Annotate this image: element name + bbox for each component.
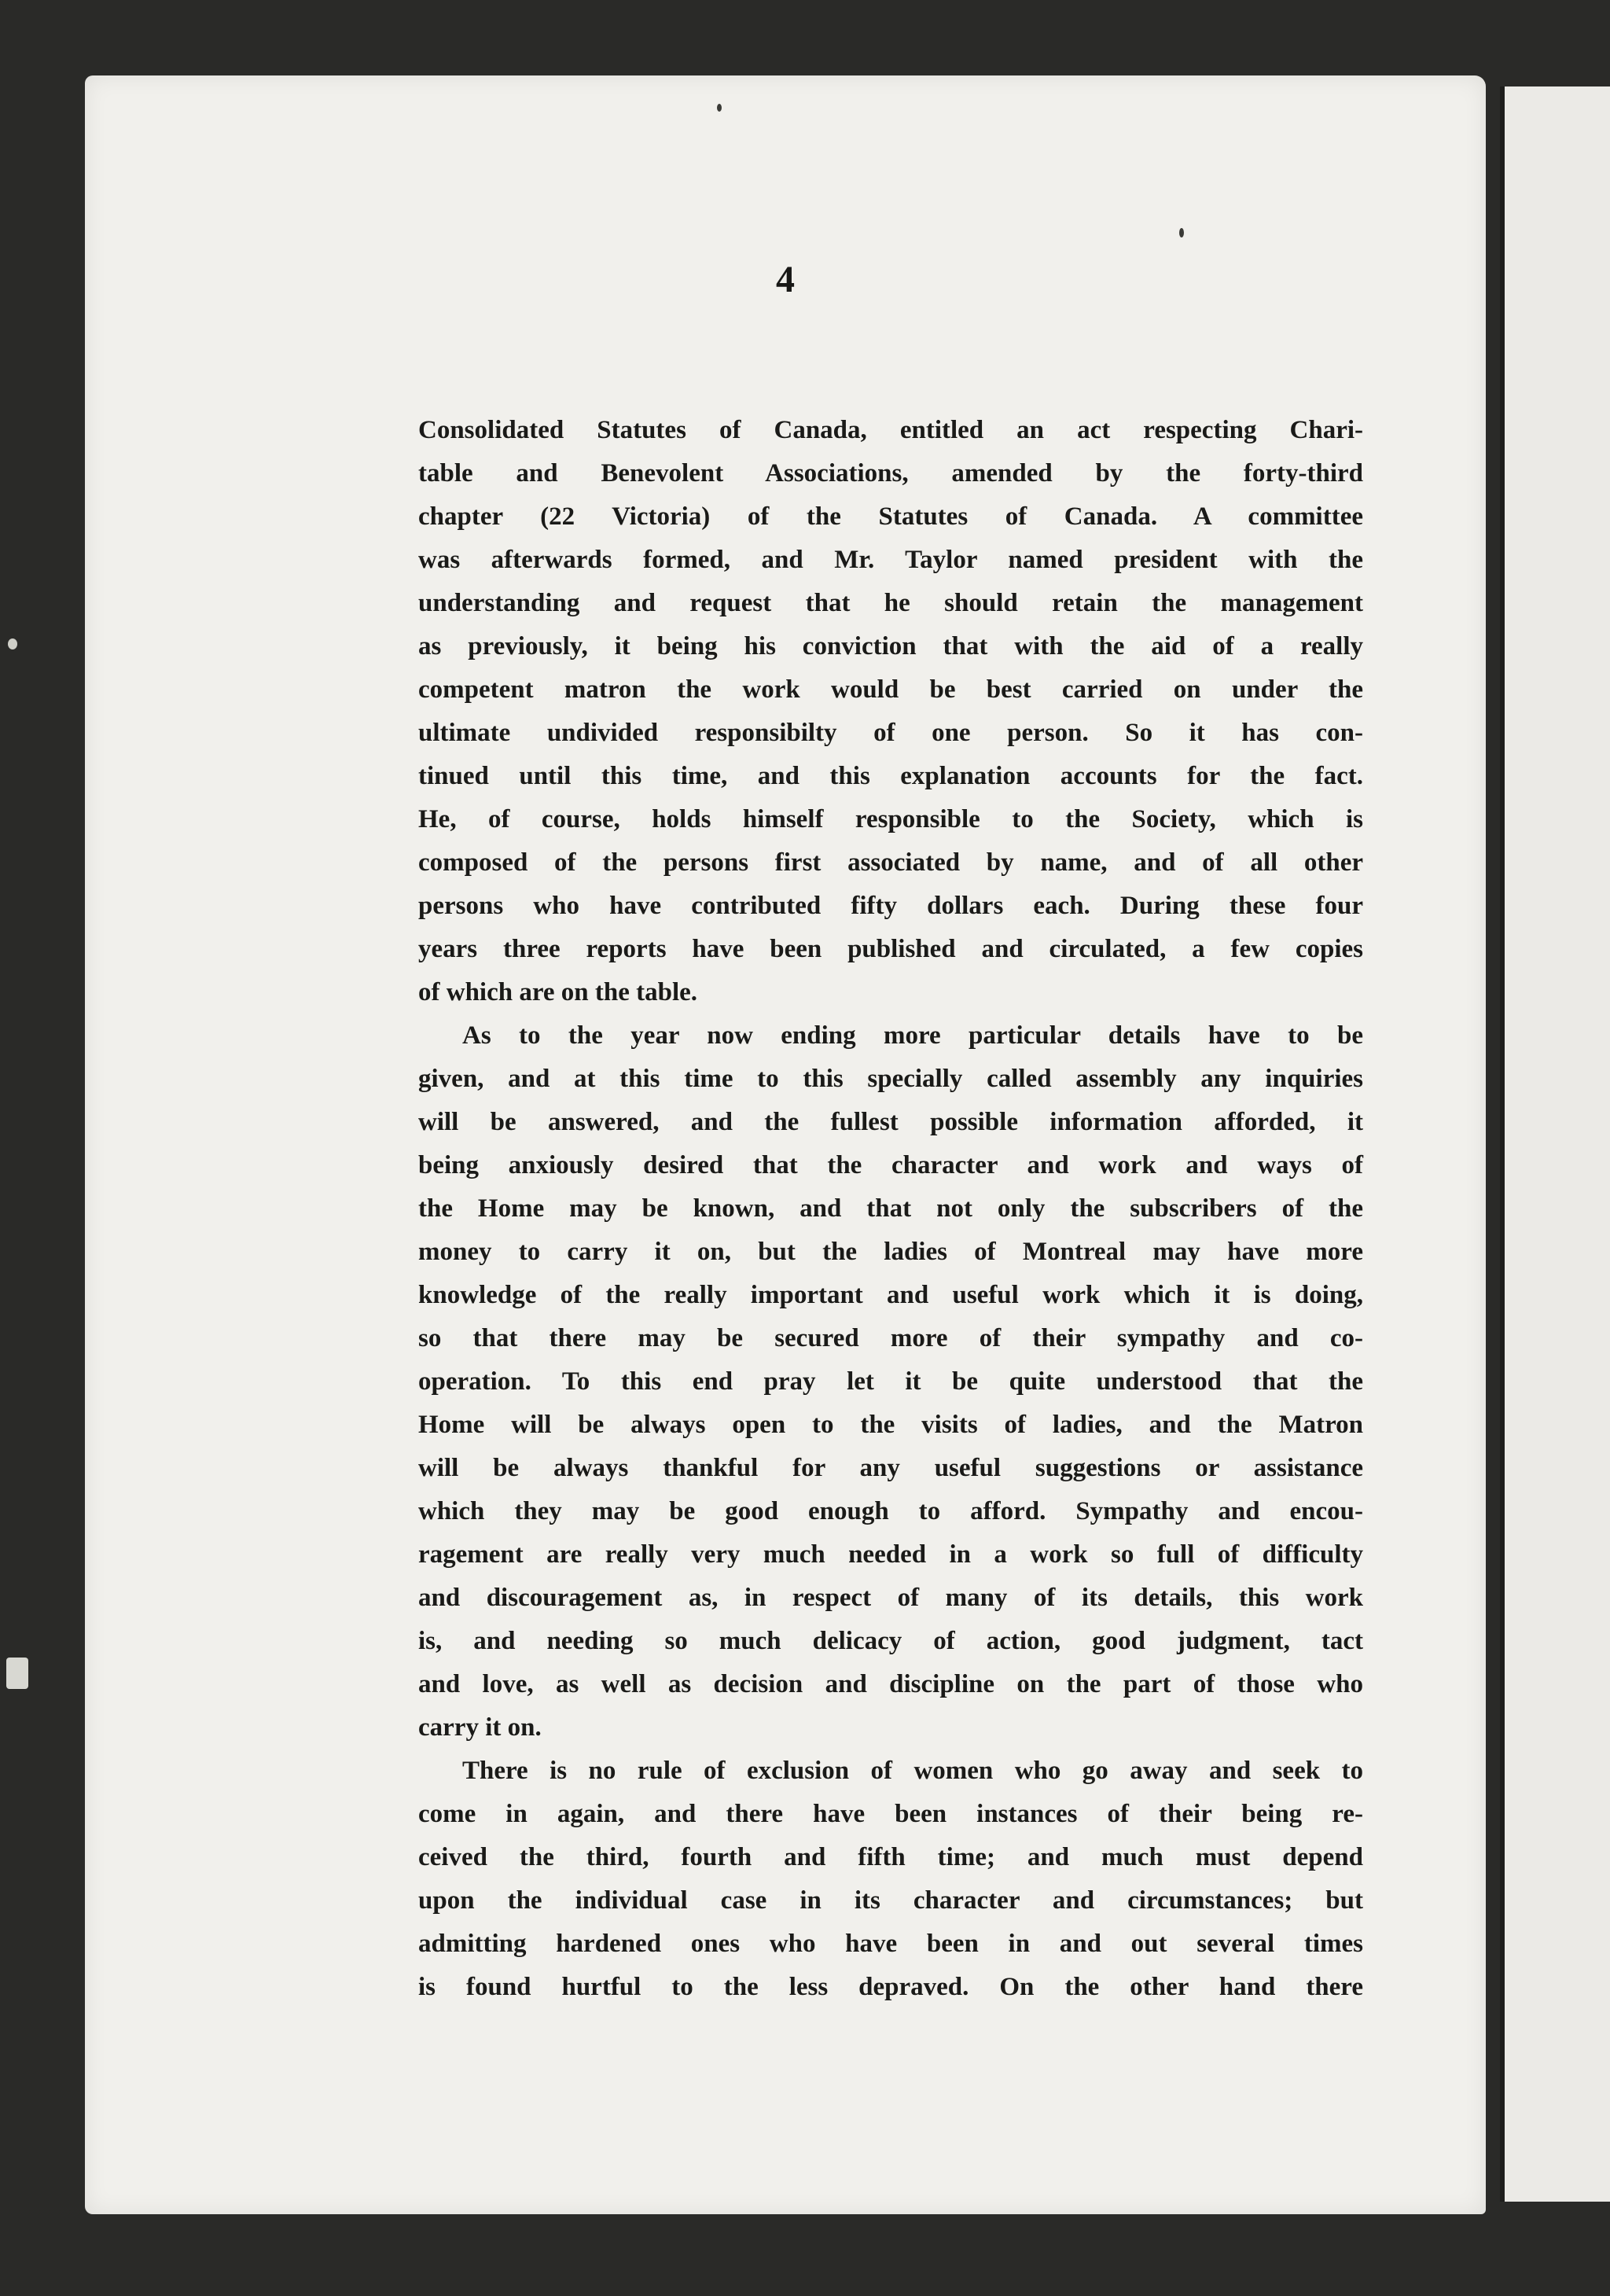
text-line: of which are on the table. <box>418 978 698 1006</box>
text-line: table and Benevolent Associations, amended by the forty-third <box>418 459 1363 488</box>
text-line: As to the year now ending more particular details have to be <box>462 1021 1363 1050</box>
text-line: as previously, it being his conviction that with the aid of a really <box>418 632 1363 660</box>
text-line: will be always thankful for any useful suggestions or assistance <box>418 1454 1363 1482</box>
text-line: ragement are really very much needed in a work so full of difficulty <box>418 1540 1363 1569</box>
text-line: and love, as well as decision and discipline on the part of those who <box>418 1670 1363 1698</box>
scan-speck <box>6 1658 28 1689</box>
text-line: admitting hardened ones who have been in and out several times <box>418 1930 1363 1958</box>
text-line: will be answered, and the fullest possible information afforded, it <box>418 1108 1363 1136</box>
text-line: There is no rule of exclusion of women who go away and seek to <box>462 1757 1363 1785</box>
text-line: persons who have contributed fifty dollars each. During these four <box>418 892 1363 920</box>
text-line: operation. To this end pray let it be quite understood that the <box>418 1367 1363 1396</box>
document-page <box>85 75 1486 2214</box>
text-line: which they may be good enough to afford. Sympathy and encou- <box>418 1497 1363 1525</box>
text-line: carry it on. <box>418 1713 542 1742</box>
text-line: competent matron the work would be best carried on under the <box>418 675 1363 704</box>
scan-speck <box>8 638 17 649</box>
text-line: is, and needing so much delicacy of action, good judgment, tact <box>418 1627 1363 1655</box>
text-line: the Home may be known, and that not only the subscribers of the <box>418 1194 1363 1223</box>
scan-speck <box>1179 228 1184 237</box>
paragraph-3 <box>418 1750 1363 2009</box>
text-line: was afterwards formed, and Mr. Taylor named president with the <box>418 546 1363 574</box>
text-line: being anxiously desired that the character and work and ways of <box>418 1151 1363 1179</box>
body-text <box>418 409 1363 2009</box>
text-line: years three reports have been published and circulated, a few copies <box>418 935 1363 963</box>
page-number: 4 <box>776 259 795 300</box>
text-line: Home will be always open to the visits of ladies, and the Matron <box>418 1411 1363 1439</box>
text-line: money to carry it on, but the ladies of Montreal may have more <box>418 1238 1363 1266</box>
text-line: knowledge of the really important and useful work which it is doing, <box>418 1281 1363 1309</box>
paragraph-1 <box>418 409 1363 1014</box>
text-line: and discouragement as, in respect of many of its details, this work <box>418 1584 1363 1612</box>
text-line: Consolidated Statutes of Canada, entitled an act respecting Chari- <box>418 416 1363 444</box>
scan-speck <box>717 104 722 112</box>
text-line: chapter (22 Victoria) of the Statutes of Canada. A committee <box>418 502 1363 531</box>
text-line: ceived the third, fourth and fifth time; and much must depend <box>418 1843 1363 1871</box>
text-line: tinued until this time, and this explanation accounts for the fact. <box>418 762 1363 790</box>
text-line: ultimate undivided responsibilty of one person. So it has con- <box>418 719 1363 747</box>
text-line: understanding and request that he should retain the management <box>418 589 1363 617</box>
text-line: is found hurtful to the less depraved. On the other hand there <box>418 1973 1363 2001</box>
text-line: upon the individual case in its character and circumstances; but <box>418 1886 1363 1915</box>
text-line: composed of the persons first associated by name, and of all other <box>418 848 1363 877</box>
paragraph-2 <box>418 1014 1363 1750</box>
adjacent-page-edge <box>1500 86 1610 2202</box>
text-line: come in again, and there have been instances of their being re- <box>418 1800 1363 1828</box>
text-line: so that there may be secured more of their sympathy and co- <box>418 1324 1363 1352</box>
text-line: He, of course, holds himself responsible to the Society, which is <box>418 805 1363 833</box>
text-line: given, and at this time to this specially called assembly any inquiries <box>418 1065 1363 1093</box>
